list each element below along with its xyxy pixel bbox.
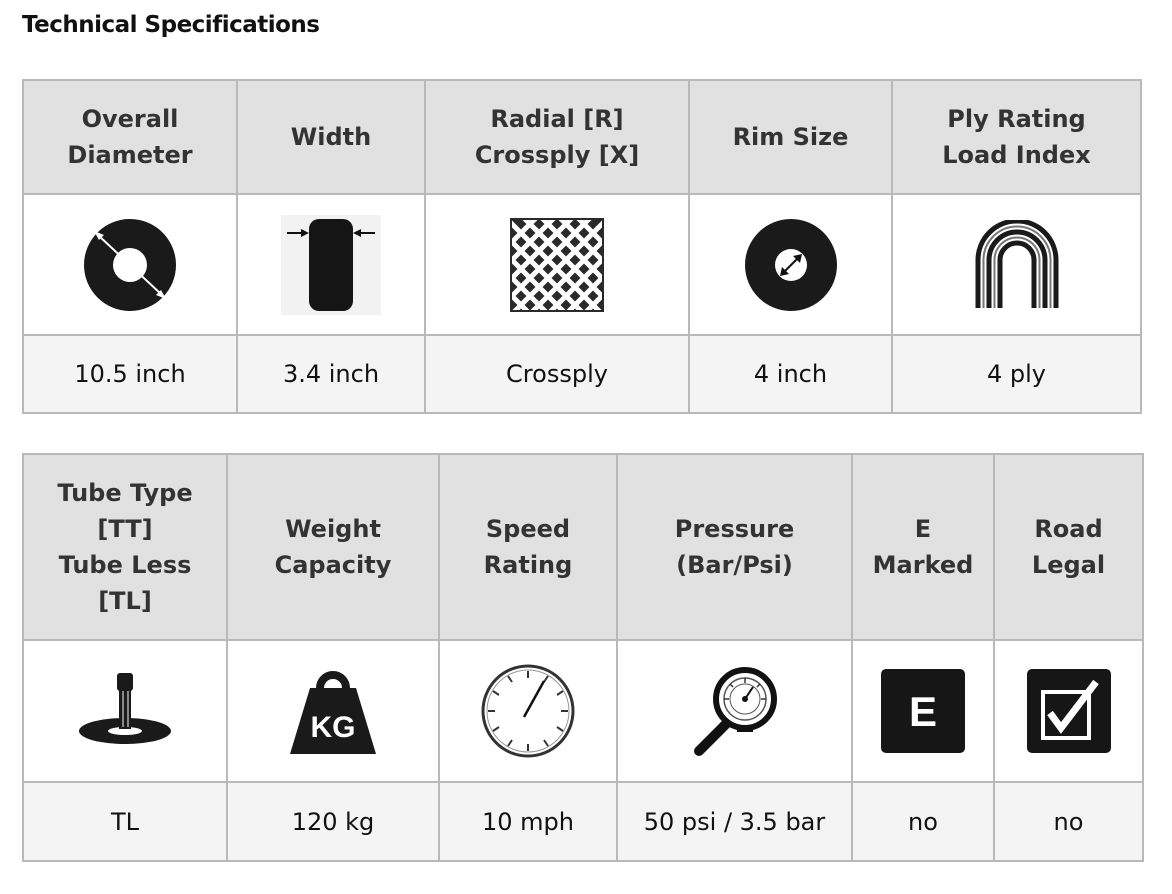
header-radial-crossply: Radial [R] Crossply [X] — [425, 80, 689, 194]
value-construction: Crossply — [425, 335, 689, 413]
header-e-marked: E Marked — [852, 454, 994, 640]
weight-kg-text: KG — [310, 711, 356, 744]
header-speed-rating: Speed Rating — [439, 454, 617, 640]
e-mark-text: E — [908, 688, 938, 735]
header-road-legal: Road Legal — [994, 454, 1143, 640]
value-pressure: 50 psi / 3.5 bar — [617, 782, 852, 861]
crossply-icon — [510, 218, 604, 312]
table-value-row — [23, 782, 1143, 861]
header-rim-size: Rim Size — [689, 80, 892, 194]
width-icon — [281, 215, 381, 315]
table-header-row — [23, 80, 1141, 194]
spec-table-tyre-dimensions — [22, 79, 1142, 414]
pressure-gauge-icon — [687, 663, 783, 759]
speedometer-icon — [480, 663, 576, 759]
value-weight-capacity: 120 kg — [227, 782, 439, 861]
tube-valve-icon — [77, 671, 173, 751]
header-overall-diameter: Overall Diameter — [23, 80, 237, 194]
weight-kg-icon — [288, 666, 378, 756]
table-icon-row — [23, 194, 1141, 335]
header-tube-type: Tube Type [TT] Tube Less [TL] — [23, 454, 227, 640]
spec-table-tyre-ratings — [22, 453, 1144, 862]
table-value-row — [23, 335, 1141, 413]
ply-rating-icon — [972, 220, 1062, 310]
header-width: Width — [237, 80, 425, 194]
table-header-row — [23, 454, 1143, 640]
value-ply-rating: 4 ply — [892, 335, 1141, 413]
value-rim-size: 4 inch — [689, 335, 892, 413]
header-pressure: Pressure (Bar/Psi) — [617, 454, 852, 640]
header-ply-rating: Ply Rating Load Index — [892, 80, 1141, 194]
value-road-legal: no — [994, 782, 1143, 861]
rim-size-icon — [744, 218, 838, 312]
table-icon-row — [23, 640, 1143, 782]
value-speed-rating: 10 mph — [439, 782, 617, 861]
value-e-marked: no — [852, 782, 994, 861]
road-legal-checkbox-icon — [1026, 668, 1112, 754]
header-weight-capacity: Weight Capacity — [227, 454, 439, 640]
value-tube-type: TL — [23, 782, 227, 861]
page-title: Technical Specifications — [22, 12, 320, 38]
value-width: 3.4 inch — [237, 335, 425, 413]
value-overall-diameter: 10.5 inch — [23, 335, 237, 413]
overall-diameter-icon — [82, 217, 178, 313]
e-marked-icon — [880, 668, 966, 754]
